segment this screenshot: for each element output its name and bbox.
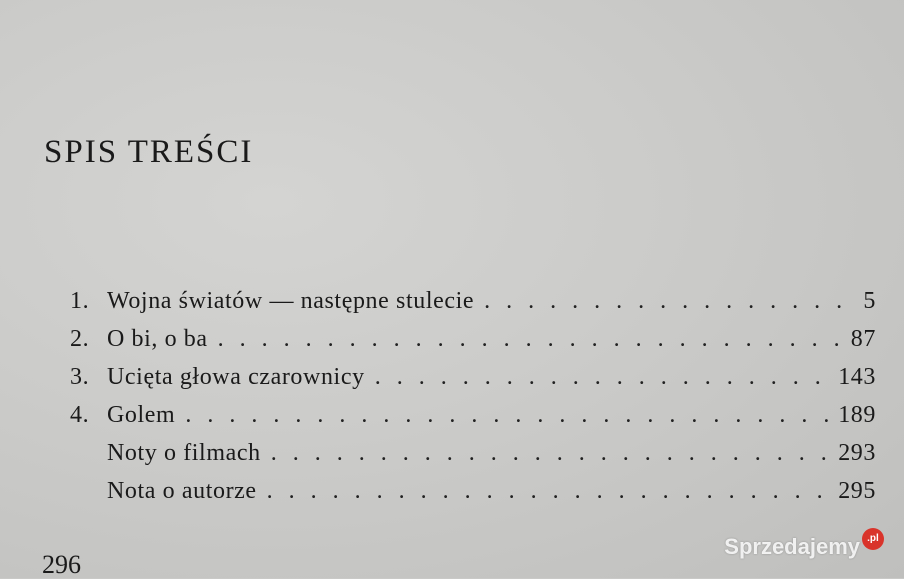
dot-leader [484,288,857,315]
toc-entry-number: 3. [70,364,90,390]
toc-entry-title: Nota o autorze [107,478,257,504]
toc-entry-page: 143 [838,364,876,390]
watermark-badge: .pl [862,528,884,550]
toc-entry [70,364,876,402]
toc-entry [70,288,876,326]
toc-entry-title: Golem [107,402,176,428]
toc-entry [70,402,876,440]
dot-leader [375,364,833,391]
watermark-text: Sprzedajemy [724,534,860,559]
toc-entry-title: Noty o filmach [107,440,261,466]
toc-entry-title: Wojna światów — następne stulecie [107,288,475,314]
toc-entry [70,326,876,364]
toc-entry-page: 293 [838,440,876,466]
toc-entry-number: 4. [70,402,90,428]
toc-entry-page: 189 [838,402,876,428]
toc-entry-number: 1. [70,288,90,314]
toc-entry-page: 5 [863,288,876,314]
dot-leader [267,478,833,505]
toc-entry-title: O bi, o ba [107,326,208,352]
page-number: 296 [42,550,81,579]
toc-entry-number: 2. [70,326,90,352]
sprzedajemy-watermark [724,534,884,560]
contents-heading: SPIS TREŚCI [44,134,254,170]
toc-entry [70,440,876,478]
toc-entry-title: Ucięta głowa czarownicy [107,364,365,390]
dot-leader [218,326,845,353]
dot-leader [271,440,832,467]
table-of-contents [70,288,876,516]
dot-leader [185,402,832,429]
toc-entry-page: 295 [838,478,876,504]
toc-entry [70,478,876,516]
toc-entry-page: 87 [850,326,876,352]
